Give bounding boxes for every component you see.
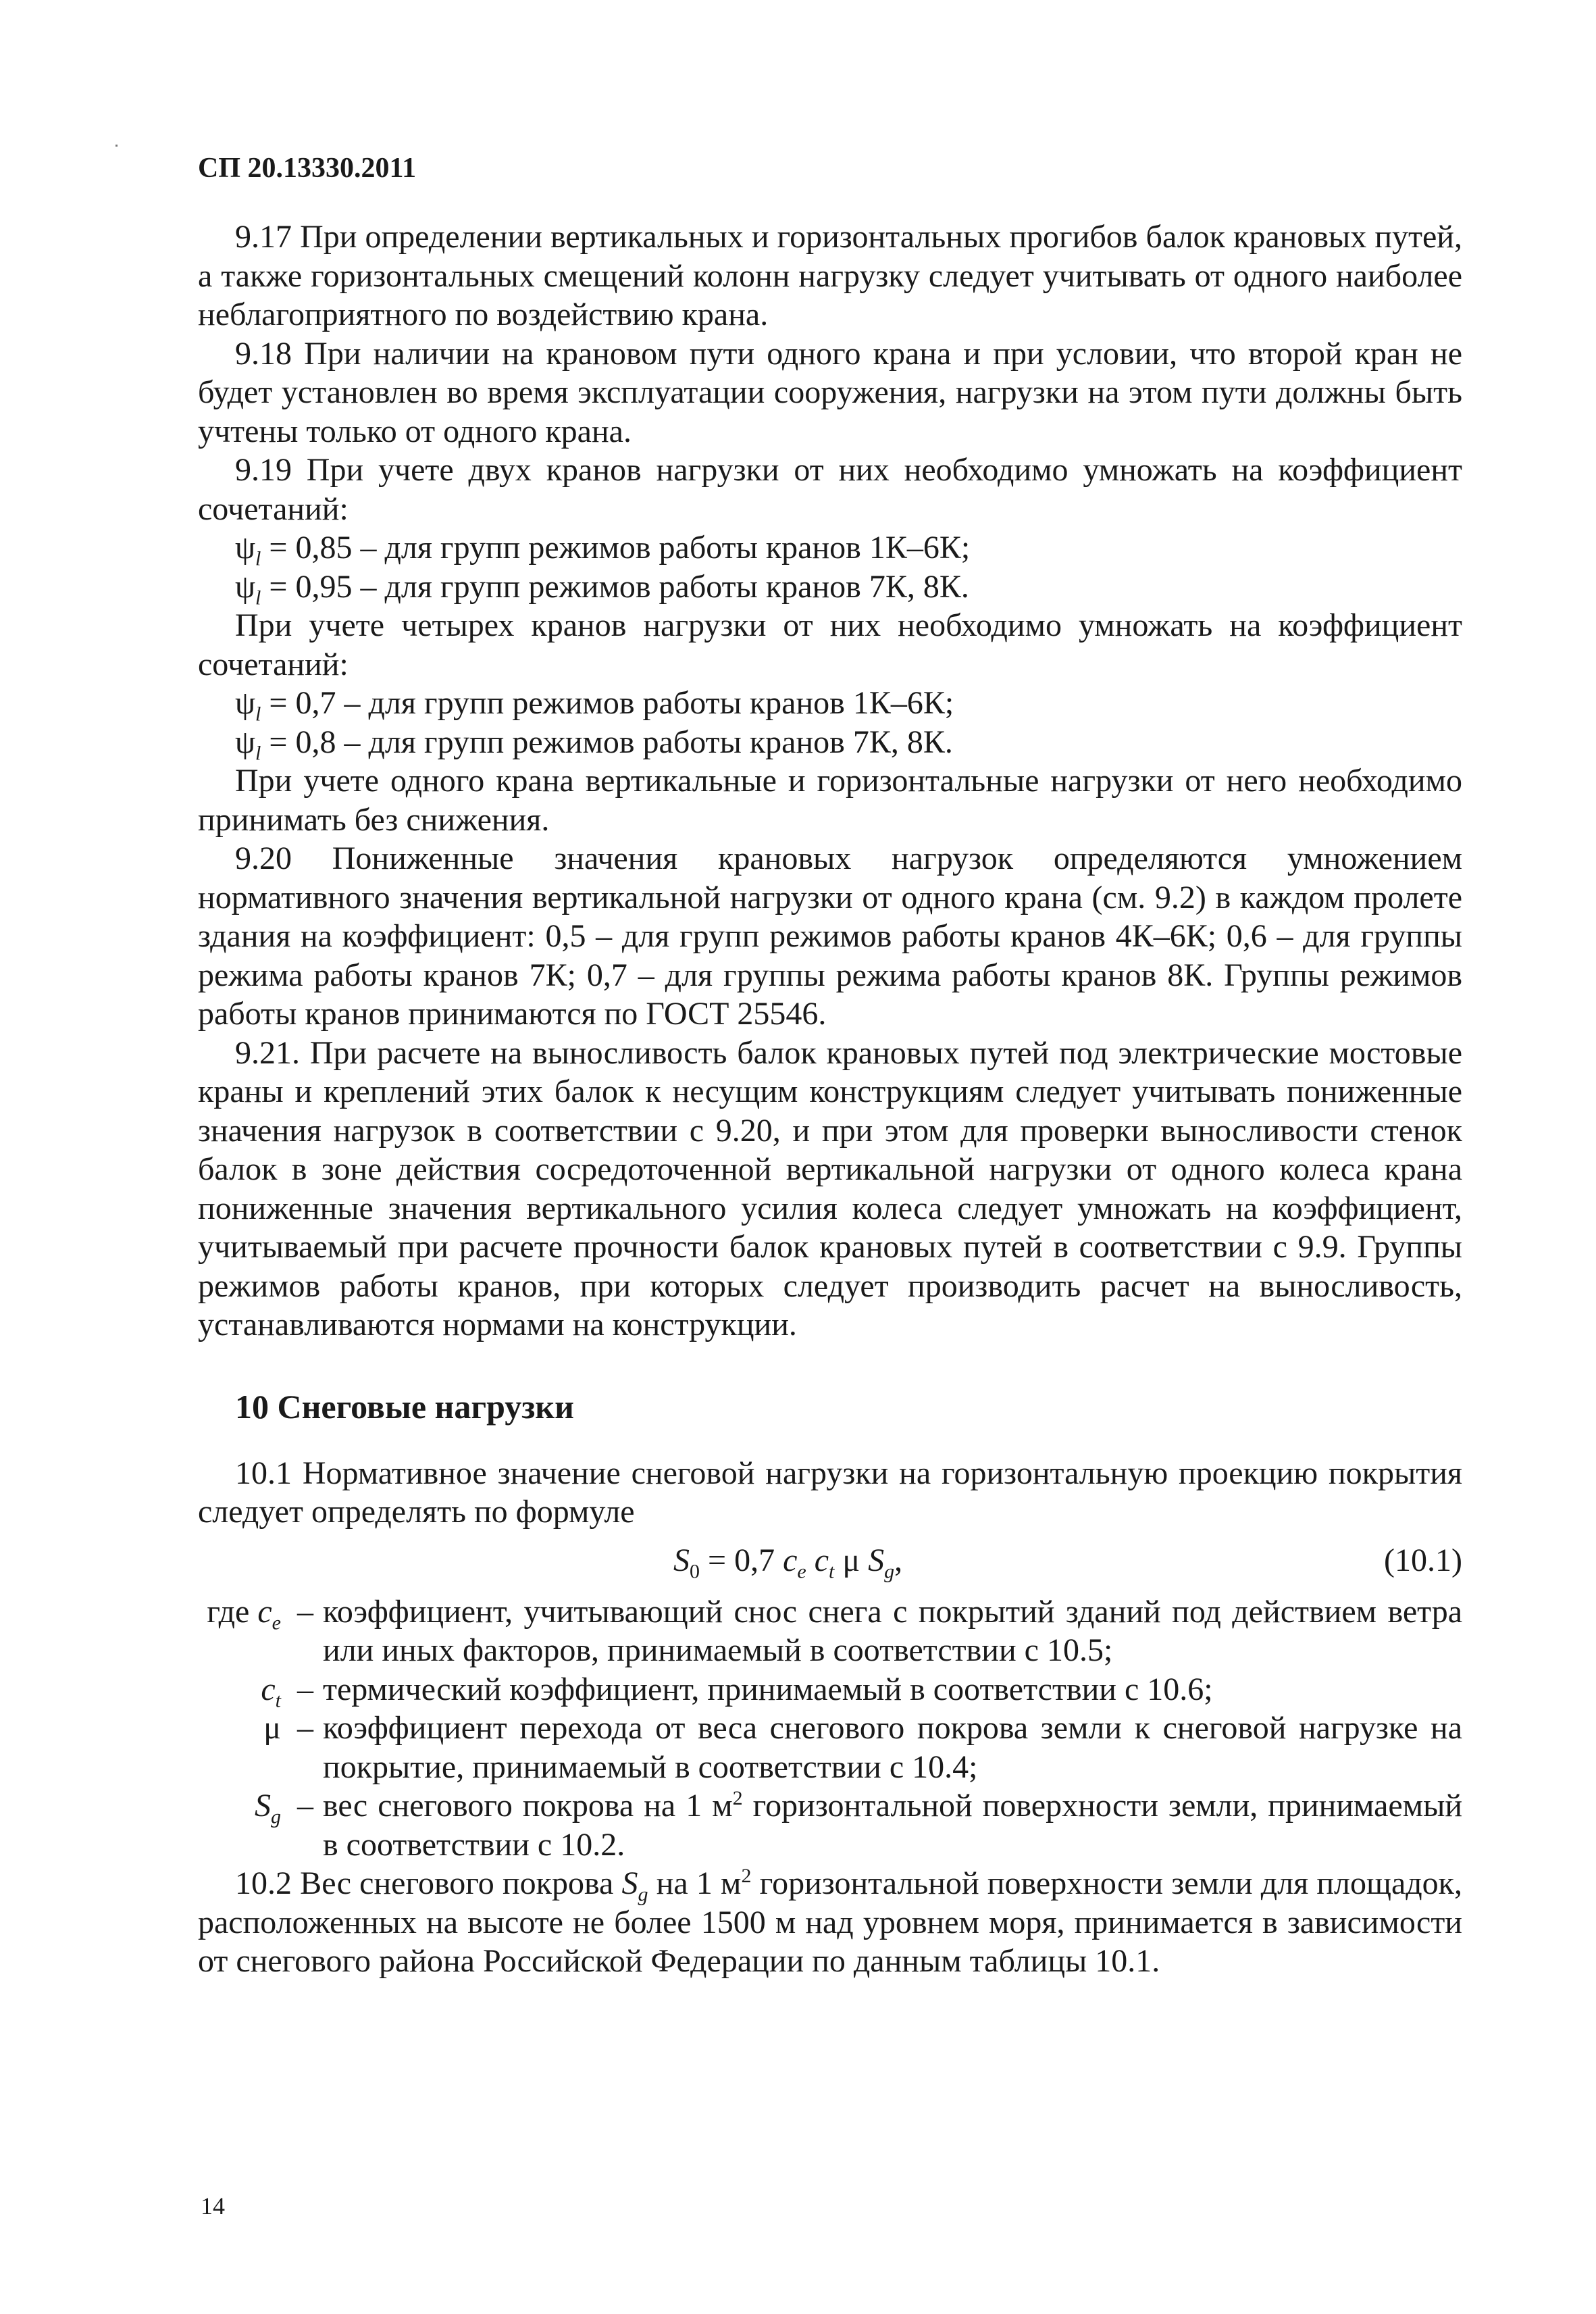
psi-symbol: ψ: [235, 724, 256, 760]
psi-symbol: ψ: [235, 530, 256, 565]
combination-factor-two-cranes-1: $\psi_l = 0,85$ – для групп режимов работы кранов 1К–6К;: [235, 530, 971, 570]
combination-factor-four-cranes-1: $\psi_l = 0,7$ – для групп режимов работы кранов 1К–6К;: [235, 685, 954, 726]
formula-expression: $S_0 = 0,7$ $c_e$ $c_t$ μ $S_g$,: [673, 1542, 903, 1583]
paragraph-9-21: 9.21. При расчете на выносливость балок крановых путей под электрические мостовые краны и креплений этих балок к несущим конструкциям следует учитывать пониженные значения нагрузок в соответствии с 9.20, и при этом для проверки выносливости стенок балок в зоне действия сосредоточенной вертикальной нагрузки от одного колеса крана пониженные значения вертикального усилия колеса следует умножать на коэффициент, учитываемый при расчете прочности балок крановых путей в соответствии с 9.9. Группы режимов работы кранов, при которых следует производить расчет на выносливость, устанавливаются нормами на конструкции.: [198, 1034, 1462, 1342]
paragraph-10-2: 10.2 Вес снегового покрова $S_g$ на 1 $м^2$ горизонтальной поверхности земли для площадок, расположенных на высоте не более 1500 м над уровнем моря, принимается в зависимости от снегового района Российской Федерации по данным таблицы 10.1.: [198, 1865, 1463, 1979]
psi-symbol: ψ: [235, 685, 256, 721]
legend-desc-sg: вес снегового покрова на 1 $м^2$ горизонтальной поверхности земли, принимаемый в соответствии с 10.2.: [323, 1787, 1463, 1863]
paragraph-9-20: 9.20 Пониженные значения крановых нагрузок определяются умножением нормативного значения вертикальной нагрузки от одного крана (см. 9.2) в каждом пролете здания на коэффициент: 0,5 – для групп режимов работы кранов 4К–6К; 0,6 – для группы режима работы кранов 7К; 0,7 – для группы режима работы кранов 8К. Группы режимов работы кранов принимаются по ГОСТ 25546.: [198, 840, 1462, 1032]
legend-symbol-mu: μ: [263, 1710, 281, 1746]
scan-mark: [115, 145, 118, 147]
legend-symbol-ct: $c_t$: [261, 1671, 281, 1712]
combination-factor-two-cranes-2: $\psi_l = 0,95$ – для групп режимов работы кранов 7К, 8К.: [235, 568, 969, 609]
legend-symbol-sg: $S_g$: [255, 1788, 281, 1828]
formula-legend: где $c_e$ – коэффициент, учитывающий снос снега с покрытий зданий под действием ветра или иных факторов, принимаемый в соответствии с 10.5; $c_t$ – термический коэффициент, принимаемый в соответствии с 10.6; μ – коэффициент перехода от веса снегового покрова земли к снеговой нагрузке на покрытие, принимаемый в соответствии с 10.4; $S_g$ – вес снегового покрова на 1 $м^2$ горизонтальной поверхности земли, принимаемый в соответствии с 10.2.: [198, 1592, 1462, 1865]
formula-10-1: [198, 1538, 1462, 1583]
section-10-heading: 10 Снеговые нагрузки: [235, 1387, 574, 1426]
page-number: 14: [201, 2192, 225, 2219]
paragraph-9-19-four-cranes: При учете четырех кранов нагрузки от них необходимо умножать на коэффициент сочетаний:: [198, 607, 1462, 682]
paragraph-9-17: 9.17 При определении вертикальных и горизонтальных прогибов балок крановых путей, а также горизонтальных смещений колонн нагрузку следует учитывать от одного наиболее неблагоприятного по воздействию крана.: [198, 219, 1462, 332]
page-content: [198, 218, 1462, 1981]
combination-factor-four-cranes-2: $\psi_l = 0,8$ – для групп режимов работы кранов 7К, 8К.: [235, 724, 953, 765]
paragraph-9-19-one-crane: При учете одного крана вертикальные и горизонтальные нагрузки от него необходимо принимать без снижения.: [198, 763, 1462, 838]
psi-symbol: ψ: [235, 568, 256, 605]
legend-desc-ct: термический коэффициент, принимаемый в соответствии с 10.6;: [323, 1671, 1213, 1707]
legend-desc-mu: коэффициент перехода от веса снегового покрова земли к снеговой нагрузке на покрытие, принимаемый в соответствии с 10.4;: [323, 1710, 1462, 1785]
formula-number: (10.1): [1384, 1542, 1462, 1578]
document-code: СП 20.13330.2011: [198, 153, 417, 184]
legend-symbol-ce: где $c_e$: [207, 1593, 281, 1634]
paragraph-9-19: 9.19 При учете двух кранов нагрузки от них необходимо умножать на коэффициент сочетаний:: [198, 452, 1462, 527]
paragraph-10-1: 10.1 Нормативное значение снеговой нагрузки на горизонтальную проекцию покрытия следует определять по формуле: [198, 1455, 1462, 1530]
paragraph-9-18: 9.18 При наличии на крановом пути одного крана и при условии, что второй кран не будет установлен во время эксплуатации сооружения, нагрузки на этом пути должны быть учтены только от одного крана.: [198, 335, 1462, 449]
legend-desc-ce: коэффициент, учитывающий снос снега с покрытий зданий под действием ветра или иных факторов, принимаемый в соответствии с 10.5;: [323, 1593, 1462, 1668]
